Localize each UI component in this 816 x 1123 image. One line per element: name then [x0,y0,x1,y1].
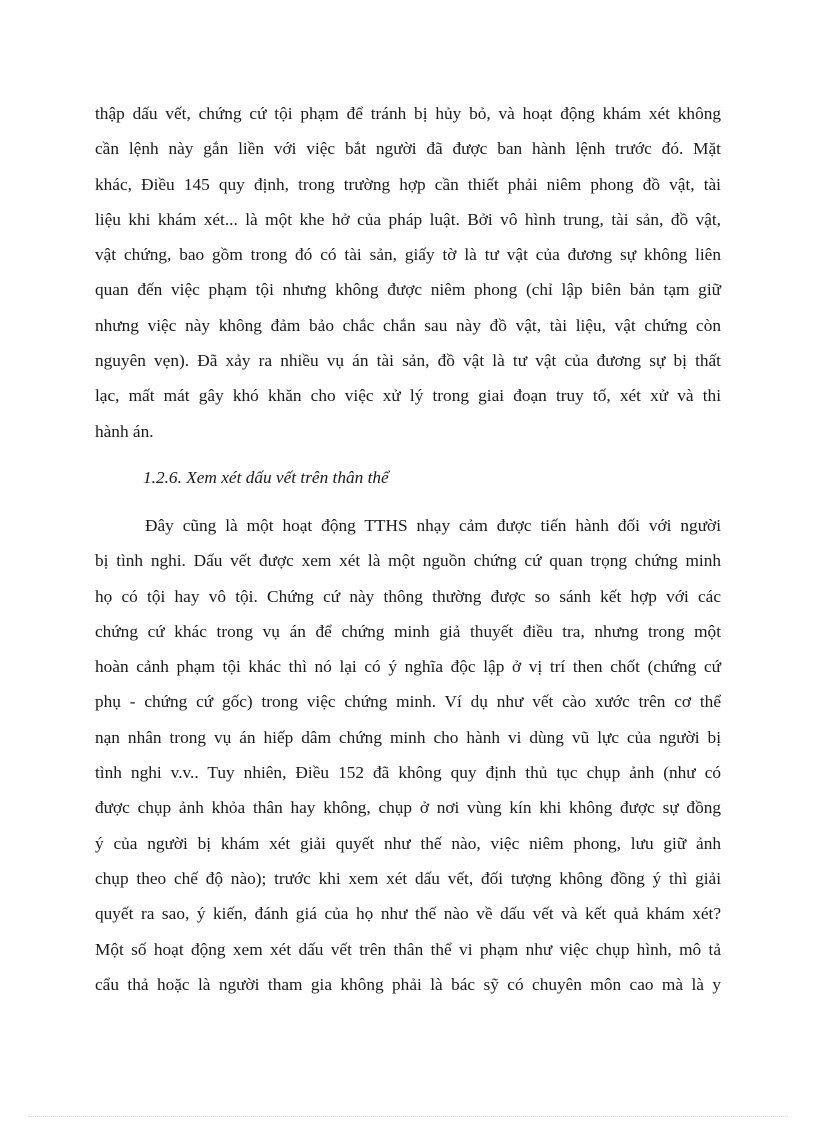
paragraph-2-line: bị tình nghi. Dấu vết được xem xét là một nguồn chứng cứ quan trọng chứng minh [95,551,721,571]
paragraph-1-line: lạc, mất mát gây khó khăn cho việc xử lý trong giai đoạn truy tố, xét xử và thi [95,386,721,406]
section-heading: 1.2.6. Xem xét dấu vết trên thân thể [143,468,389,487]
paragraph-2-line: phụ - chứng cứ gốc) trong việc chứng minh. Ví dụ như vết cào xước trên cơ thể [95,692,721,712]
paragraph-1-line: quan đến việc phạm tội nhưng không được niêm phong (chỉ lập biên bản tạm giữ [95,280,721,300]
paragraph-1-line: hành án. [95,421,154,441]
paragraph-2-line: Một số hoạt động xem xét dấu vết trên thân thể vi phạm như việc chụp hình, mô tả [95,939,721,959]
paragraph-2-line: hoàn cảnh phạm tội khác thì nó lại có ý nghĩa độc lập ở vị trí then chốt (chứng cứ [95,657,721,677]
paragraph-1-line: vật chứng, bao gồm trong đó có tài sản, giấy tờ là tư vật của đương sự không liên [95,245,721,265]
paragraph-2-line: Đây cũng là một hoạt động TTHS nhạy cảm được tiến hành đối với người [145,516,721,535]
paragraph-1-line: nguyên vẹn). Đã xảy ra nhiều vụ án tài sản, đồ vật là tư vật của đương sự bị thất [95,351,721,371]
paragraph-1 [95,96,721,449]
paragraph-2-line: họ có tội hay vô tội. Chứng cứ này thông thường được so sánh kết hợp với các [95,586,721,606]
paragraph-2-line: tình nghi v.v.. Tuy nhiên, Điều 152 đã không quy định thủ tục chụp ảnh (như có [95,763,721,783]
paragraph-1-line: liệu khi khám xét... là một khe hở của pháp luật. Bởi vô hình trung, tài sản, đồ vật, [95,209,721,229]
paragraph-1-line: thập dấu vết, chứng cứ tội phạm để tránh bị hủy bỏ, và hoạt động khám xét không [95,104,721,123]
paragraph-2-line: quyết ra sao, ý kiến, đánh giá của họ như thế nào về dấu vết và kết quả khám xét? [95,904,721,924]
paragraph-1-line: nhưng việc này không đảm bảo chắc chắn sau này đồ vật, tài liệu, vật chứng còn [95,315,721,335]
paragraph-2-line: cẩu thả hoặc là người tham gia không phải là bác sỹ có chuyên môn cao mà là y [95,974,721,994]
paragraph-1-line: cần lệnh này gắn liền với việc bắt người đã được ban hành lệnh trước đó. Mặt [95,139,721,159]
page-bottom-divider [28,1116,788,1117]
paragraph-2-line: ý của người bị khám xét giải quyết như thế nào, việc niêm phong, lưu giữ ảnh [95,833,721,853]
paragraph-2-line: chứng cứ khác trong vụ án để chứng minh giả thuyết điều tra, nhưng trong một [95,621,721,641]
paragraph-2-line: được chụp ảnh khỏa thân hay không, chụp ở nơi vùng kín khi không được sự đồng [95,798,721,818]
paragraph-1-line: khác, Điều 145 quy định, trong trường hợp cần thiết phải niêm phong đồ vật, tài [95,174,721,194]
paragraph-2 [95,508,721,1002]
paragraph-2-line: nạn nhân trong vụ án hiếp dâm chứng minh cho hành vi dùng vũ lực của người bị [95,727,721,747]
paragraph-2-line: chụp theo chế độ nào); trước khi xem xét dấu vết, đối tượng không đồng ý thì giải [95,868,721,888]
